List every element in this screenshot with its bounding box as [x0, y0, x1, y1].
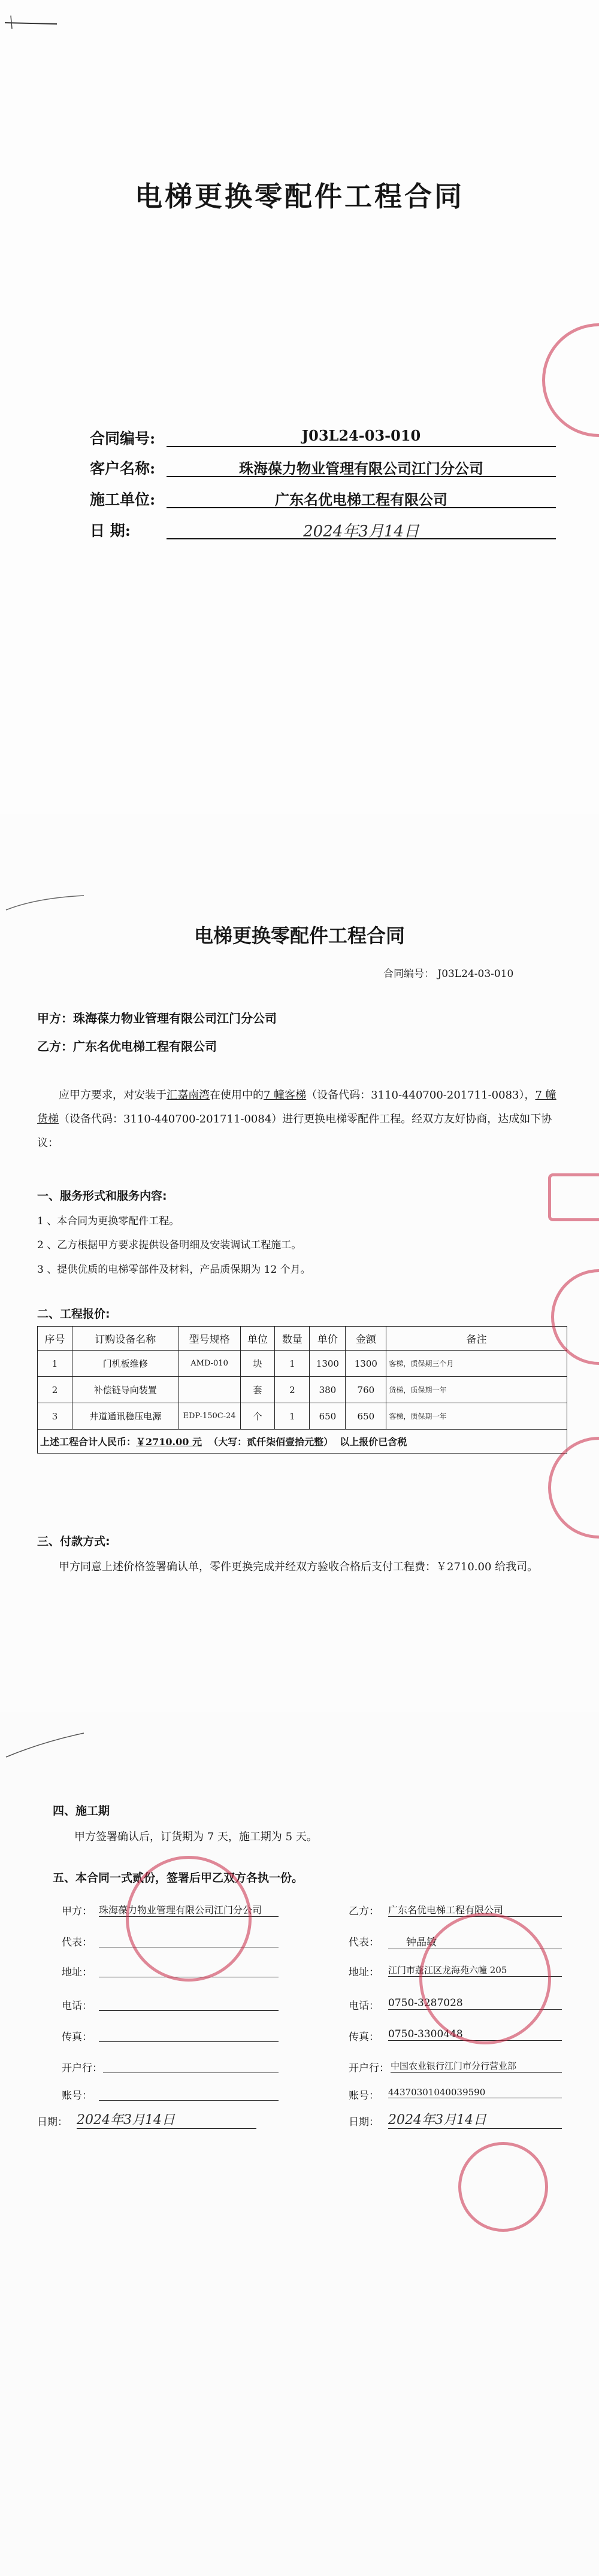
column-header: 金额	[346, 1327, 386, 1351]
cover-field-value: 珠海葆力物业管理有限公司江门分公司	[167, 457, 556, 477]
section4-text: 甲方签署确认后，订货期为 7 天，施工期为 5 天。	[74, 1831, 317, 1843]
party-a-account-line	[99, 2100, 279, 2101]
party-a-account-label: 账号：	[62, 2090, 92, 2102]
table-cell: 个	[240, 1403, 275, 1430]
party-a-line: 甲方：珠海葆力物业管理有限公司江门分公司	[37, 1011, 277, 1025]
party-b-seal-stamp	[419, 1913, 551, 2044]
section5-title: 五、本合同一式贰份，签署后甲乙双方各执一份。	[53, 1871, 304, 1885]
party-a-phone-label: 电话：	[62, 2000, 92, 2012]
table-cell: 井道通讯稳压电源	[72, 1403, 179, 1430]
total-words: （大写：贰仟柒佰壹拾元整）	[208, 1436, 334, 1448]
party-a-fax-line	[99, 2041, 279, 2042]
table-cell: 套	[240, 1377, 275, 1403]
cover-page	[0, 0, 599, 814]
cover-field-value: 广东名优电梯工程有限公司	[167, 488, 556, 508]
table-row	[38, 1377, 567, 1403]
table-cell: 1	[275, 1351, 310, 1377]
party-b-name: 广东名优电梯工程有限公司	[388, 1903, 562, 1917]
pen-mark-icon	[0, 1727, 90, 1763]
party-a-address-label: 地址：	[62, 1967, 92, 1979]
column-header: 备注	[386, 1327, 567, 1351]
intro-text: （设备代码：3110-440700-201711-0084）进行更换电梯零配件工程。经双方友好协商，达成如下协议：	[37, 1113, 552, 1149]
table-cell: 客梯，质保期三个月	[386, 1351, 567, 1377]
site-name: 汇嘉南湾	[167, 1089, 210, 1102]
section4-title: 四、施工期	[53, 1804, 110, 1818]
total-amount: ￥2710.00 元	[136, 1436, 202, 1448]
section3-text: 甲方同意上述价格签署确认单，零件更换完成并经双方验收合格后支付工程费：￥2710.00 给我司。	[59, 1561, 539, 1573]
contract-number: 合同编号： J03L24-03-010	[383, 968, 514, 980]
table-cell: 门机板维修	[72, 1351, 179, 1377]
section1-item: 3 、提供优质的电梯零部件及材料，产品质保期为 12 个月。	[37, 1264, 311, 1276]
party-a-bank-label: 开户行：	[62, 2062, 102, 2074]
contract-seal-stamp	[548, 1173, 599, 1221]
party-b-fax: 0750-3300448	[388, 2028, 562, 2041]
elevator-passenger: 7 幢客梯	[264, 1089, 307, 1102]
column-header: 序号	[38, 1327, 72, 1351]
section1-item: 2 、乙方根据甲方要求提供设备明细及安装调试工程施工。	[37, 1239, 302, 1251]
column-header: 单价	[310, 1327, 346, 1351]
party-a-fax-label: 传真：	[62, 2031, 92, 2043]
corner-mark-icon	[0, 11, 66, 35]
contract-title: 电梯更换零配件工程合同	[193, 924, 405, 947]
cover-field-value: J03L24-03-010	[167, 427, 556, 447]
intro-text: （设备代码：3110-440700-201711-0083），	[306, 1089, 536, 1102]
table-cell: 650	[346, 1403, 386, 1430]
party-b-phone: 0750-3287028	[388, 1997, 562, 2010]
cover-field-label: 日 期:	[90, 522, 131, 539]
section1-item: 1 、本合同为更换零配件工程。	[37, 1215, 180, 1227]
column-header: 订购设备名称	[72, 1327, 179, 1351]
party-a-rep-label: 代表：	[62, 1937, 92, 1949]
table-cell: 2	[275, 1377, 310, 1403]
contract-page	[0, 814, 599, 1712]
party-b-line: 乙方：广东名优电梯工程有限公司	[37, 1039, 217, 1054]
column-header: 数量	[275, 1327, 310, 1351]
party-b-fax-label: 传真：	[349, 2031, 379, 2043]
cover-date-handwritten: 2024年3月14日	[167, 519, 556, 539]
party-b-date-label: 日期：	[349, 2116, 379, 2128]
total-label: 上述工程合计人民币：	[40, 1436, 137, 1448]
table-cell: 760	[346, 1377, 386, 1403]
party-a-label: 甲方：	[62, 1906, 92, 1917]
party-b-rep-label: 代表：	[349, 1937, 379, 1949]
table-cell: 客梯，质保期一年	[386, 1403, 567, 1430]
column-header: 单位	[240, 1327, 275, 1351]
table-cell: 1300	[346, 1351, 386, 1377]
table-cell: 3	[38, 1403, 72, 1430]
party-b-date: 2024年3月14日	[388, 2110, 562, 2129]
party-b-label: 乙方：	[349, 1906, 379, 1917]
total-tax-note: 以上报价已含税	[340, 1436, 407, 1448]
total-cell	[38, 1430, 567, 1454]
table-cell: 380	[310, 1377, 346, 1403]
signature-page	[0, 1712, 599, 2576]
party-b-account-label: 账号：	[349, 2090, 379, 2102]
elevator-freight: 7 幢货梯	[37, 1089, 556, 1125]
party-a-date: 2024年3月14日	[77, 2110, 256, 2129]
section2-title: 二、工程报价:	[37, 1307, 110, 1321]
table-row	[38, 1351, 567, 1377]
table-cell: 块	[240, 1351, 275, 1377]
partial-seal-stamp	[458, 2142, 548, 2232]
party-a-name: 珠海葆力物业管理有限公司江门分公司	[99, 1903, 279, 1917]
table-cell: 1	[38, 1351, 72, 1377]
party-b-address: 江门市蓬江区龙海苑六幢 205	[388, 1964, 562, 1977]
quote-table	[37, 1326, 567, 1454]
cover-field-label: 客户名称:	[90, 460, 156, 477]
table-row	[38, 1403, 567, 1430]
pen-mark-icon	[0, 892, 90, 916]
cover-title: 电梯更换零配件工程合同	[135, 180, 464, 213]
table-cell: 1300	[310, 1351, 346, 1377]
table-cell: 650	[310, 1403, 346, 1430]
table-cell: EDP-150C-24	[179, 1403, 240, 1430]
intro-paragraph	[37, 1084, 564, 1155]
party-b-bank: 中国农业银行江门市分行营业部	[391, 2059, 562, 2073]
section3-title: 三、付款方式:	[37, 1535, 110, 1548]
table-cell: 补偿链导向装置	[72, 1377, 179, 1403]
table-cell	[179, 1377, 240, 1403]
party-b-address-label: 地址：	[349, 1967, 379, 1979]
table-cell: 1	[275, 1403, 310, 1430]
party-b-account: 44370301040039590	[388, 2087, 562, 2098]
column-header: 型号规格	[179, 1327, 240, 1351]
company-seal-stamp	[542, 323, 599, 437]
party-a-date-label: 日期：	[37, 2116, 68, 2128]
party-b-rep: 钟晶敏	[388, 1934, 562, 1949]
intro-text: 在使用中的	[210, 1089, 264, 1102]
party-a-seal-stamp	[126, 1856, 252, 1982]
table-total-row	[38, 1430, 567, 1454]
party-a-phone-line	[99, 2010, 279, 2011]
party-b-bank-label: 开户行：	[349, 2062, 389, 2074]
table-cell: 货梯，质保期一年	[386, 1377, 567, 1403]
cover-field-label: 合同编号:	[90, 430, 156, 447]
party-b-phone-label: 电话：	[349, 2000, 379, 2012]
cover-field-label: 施工单位:	[90, 491, 156, 508]
intro-text: 应甲方要求，对安装于	[59, 1089, 167, 1102]
table-header-row	[38, 1327, 567, 1351]
section1-title: 一、服务形式和服务内容:	[37, 1190, 167, 1203]
table-cell: 2	[38, 1377, 72, 1403]
table-cell: AMD-010	[179, 1351, 240, 1377]
